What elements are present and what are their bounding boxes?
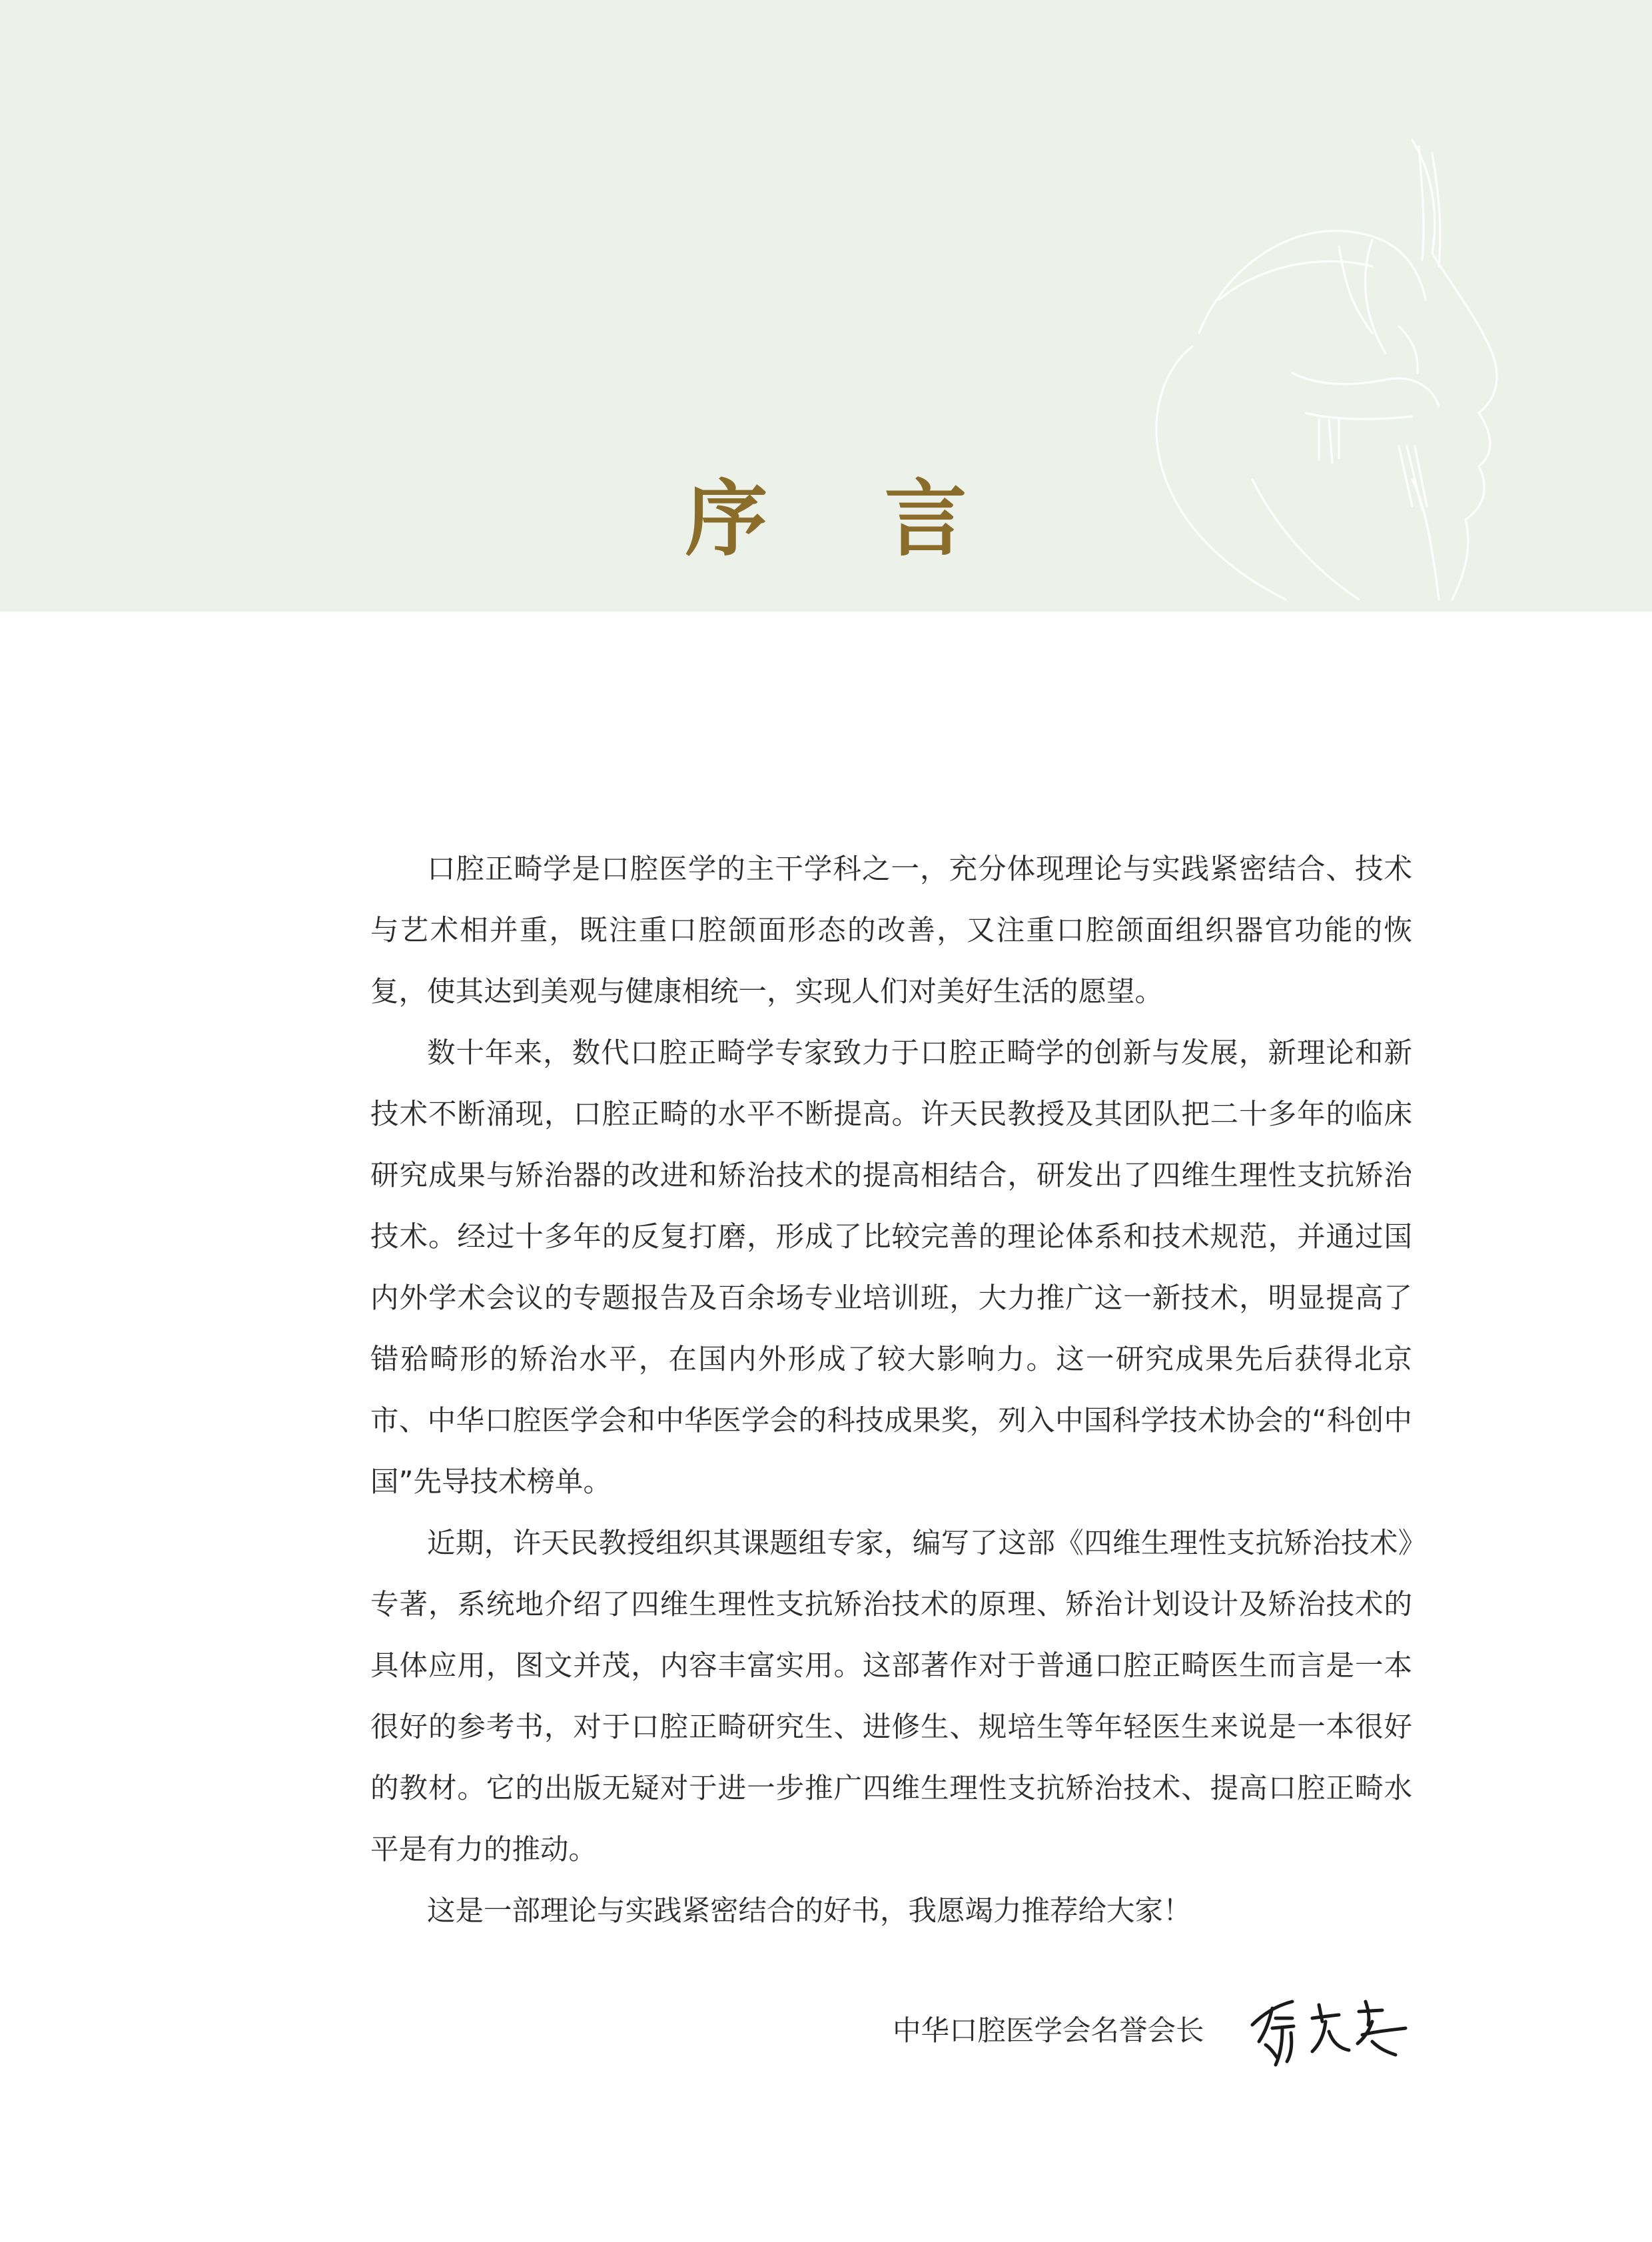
paragraph: 近期，许天民教授组织其课题组专家，编写了这部《四维生理性支抗矫治技术》专著，系统地介绍了四维生理性支抗矫治技术的原理、矫治计划设计及矫治技术的具体应用，图文并茂，内容丰富实用。这部著作对于普通口腔正畸医生而言是一本很好的参考书，对于口腔正畸研究生、进修生、规培生等年轻医生来说是一本很好的教材。它的出版无疑对于进一步推广四维生理性支抗矫治技术、提高口腔正畸水平是有力的推动。 (370, 1527, 1412, 1866)
handwritten-signature-icon (1246, 1992, 1419, 2071)
signature-block (893, 1992, 1426, 2071)
header-band (0, 0, 1652, 611)
paragraph: 数十年来，数代口腔正畸学专家致力于口腔正畸学的创新与发展，新理论和新技术不断涌现，口腔正畸的水平不断提高。许天民教授及其团队把二十多年的临床研究成果与矫治器的改进和矫治技术的提高相结合，研发出了四维生理性支抗矫治技术。经过十多年的反复打磨，形成了比较完善的理论体系和技术规范，并通过国内外学术会议的专题报告及百余场专业培训班，大力推广这一新技术，明显提高了错𬌗畸形的矫治水平，在国内外形成了较大影响力。这一研究成果先后获得北京市、中华口腔医学会和中华医学会的科技成果奖，列入中国科学技术协会的“科创中国”先导技术榜单。 (370, 1037, 1412, 1499)
page-title: 序 言 (685, 472, 1011, 567)
signature-organization: 中华口腔医学会名誉会长 (893, 2015, 1204, 2048)
body-text (370, 839, 1412, 1942)
paragraph: 这是一部理论与实践紧密结合的好书，我愿竭力推荐给大家！ (427, 1895, 1192, 1928)
paragraph: 口腔正畸学是口腔医学的主干学科之一，充分体现理论与实践紧密结合、技术与艺术相并重，既注重口腔颌面形态的改善，又注重口腔颌面组织器官功能的恢复，使其达到美观与健康相统一，实现人们对美好生活的愿望。 (370, 853, 1412, 1008)
